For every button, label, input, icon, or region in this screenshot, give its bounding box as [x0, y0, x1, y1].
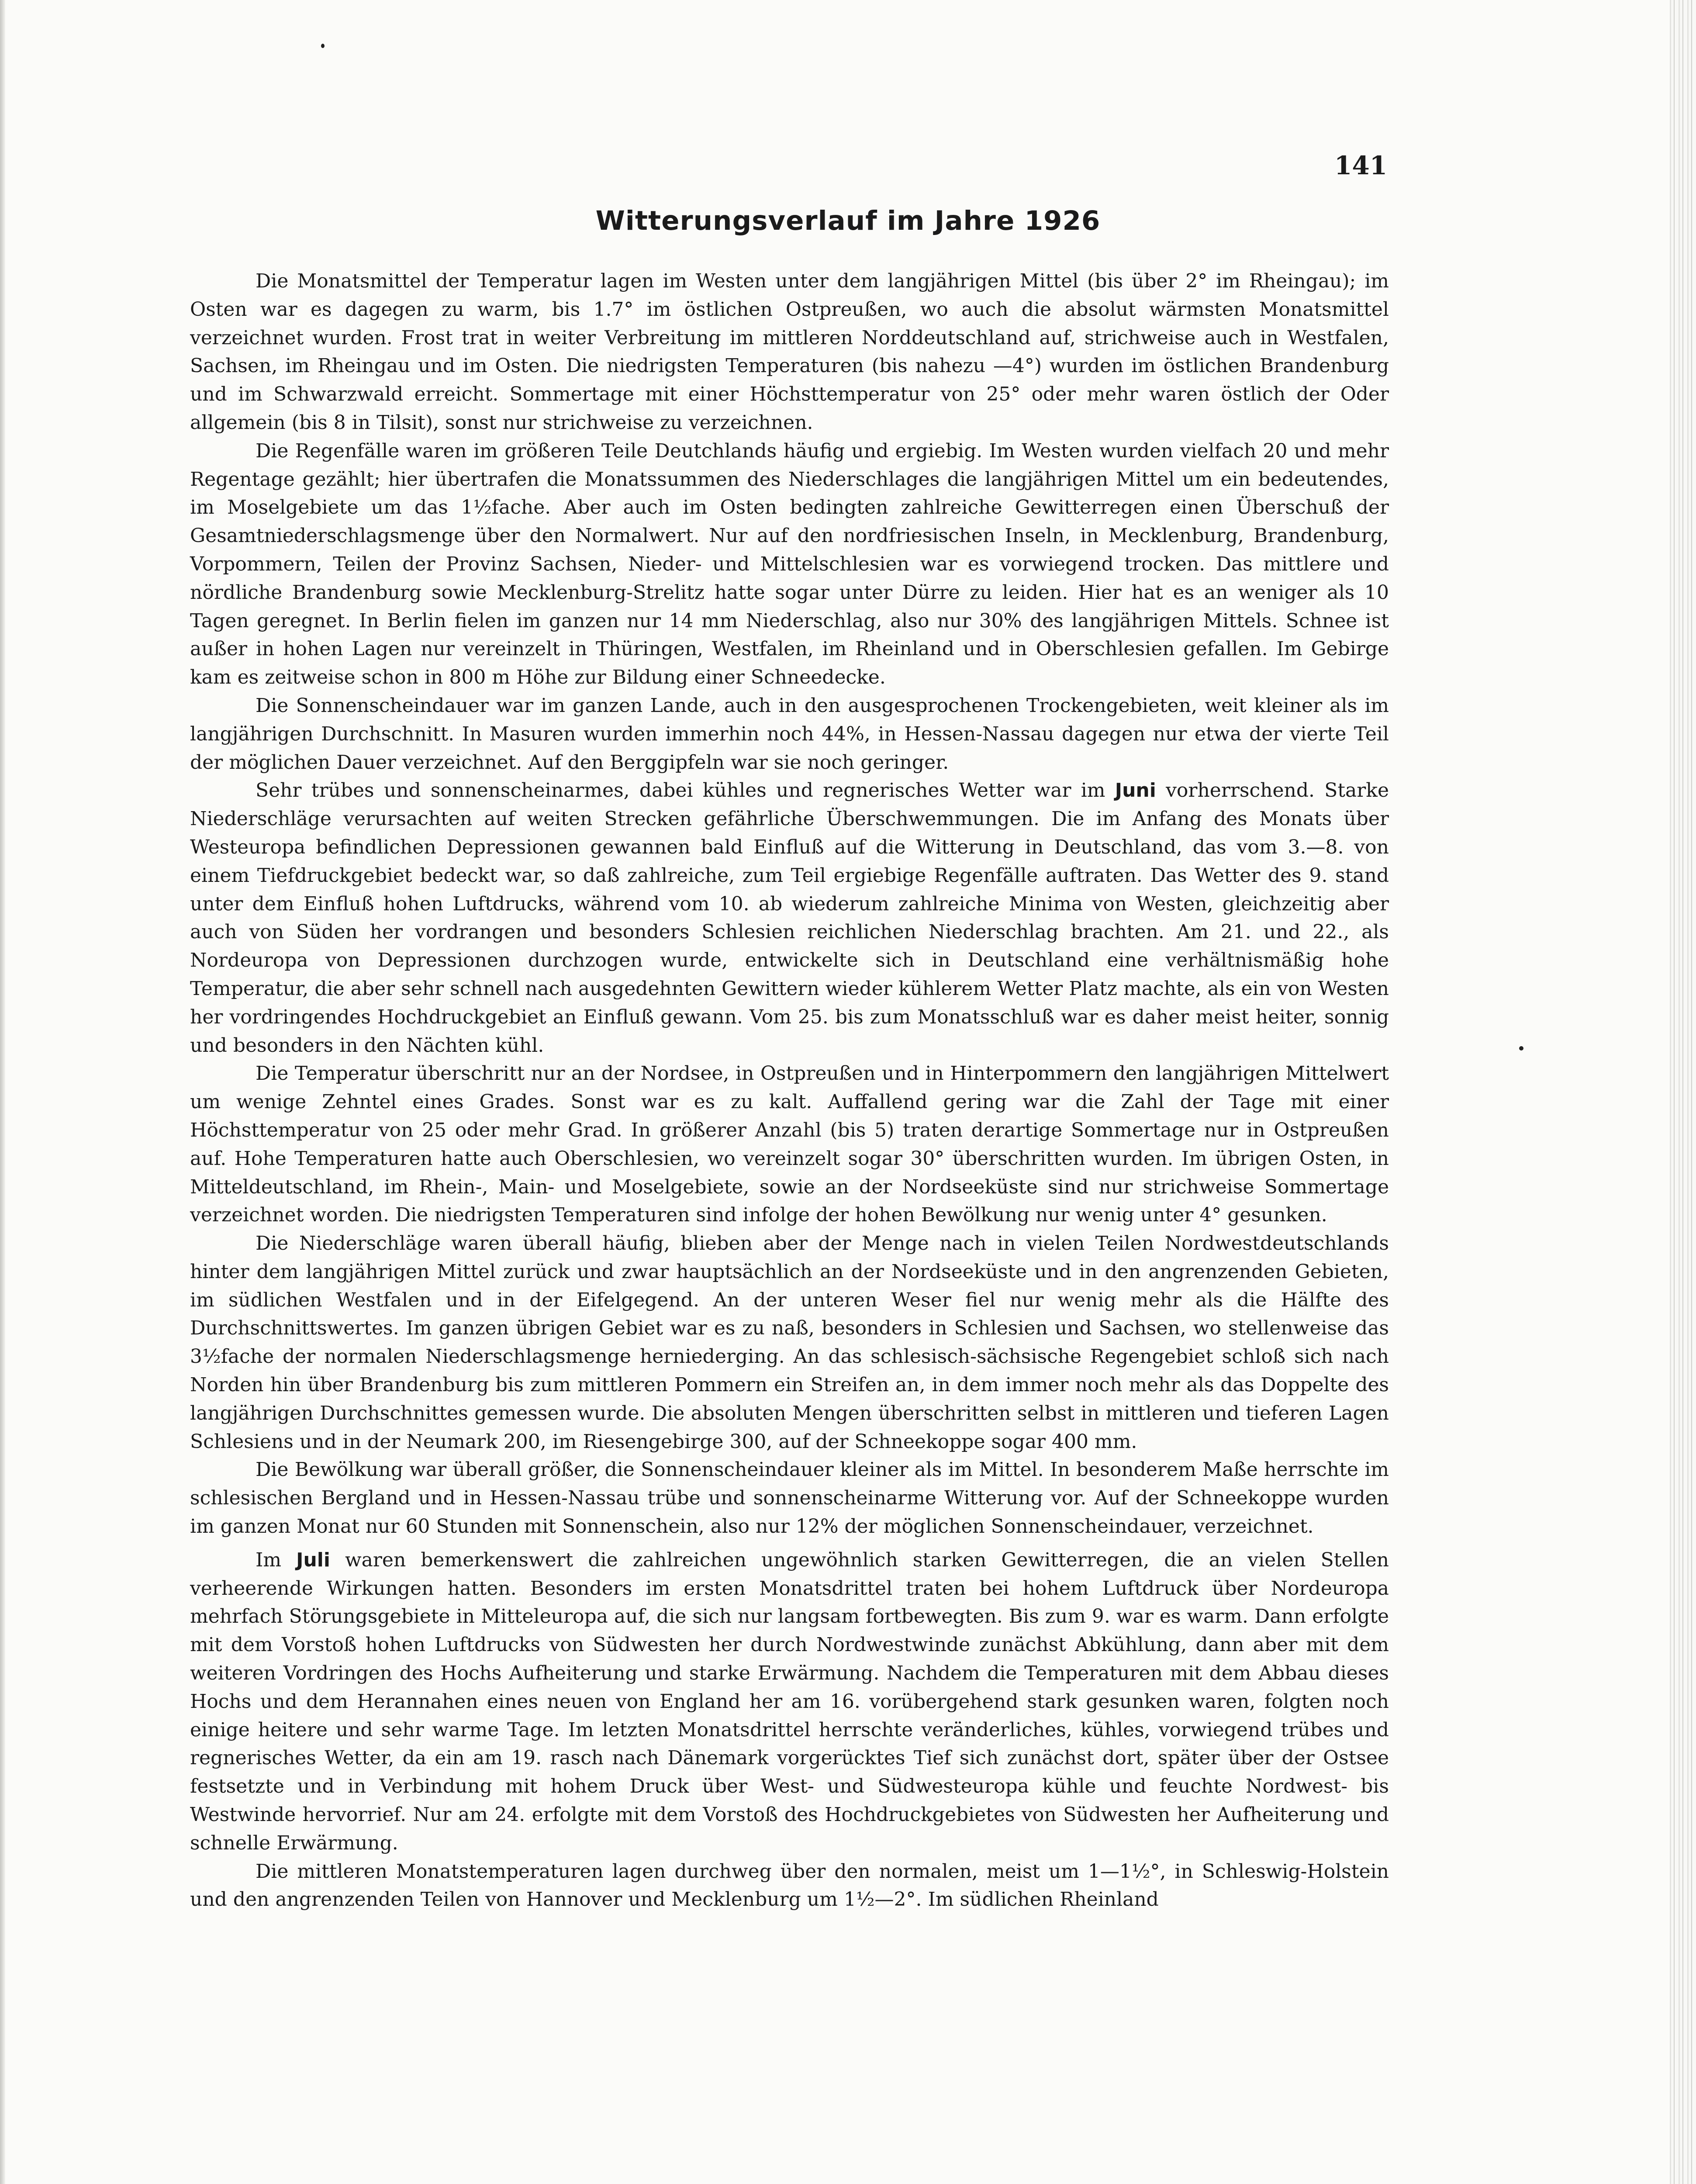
paragraph: Die Sonnenscheindauer war im ganzen Lande, auch in den ausgesprochenen Trockengebieten, weit kleiner als im langjährigen Durchschnitt. In Masuren wurden immerhin noch 44%, in Hessen-Nassau dagegen nur etwa der vierte Teil der möglichen Dauer verzeichnet. Auf den Berggipfeln war sie noch geringer.	[190, 694, 1389, 774]
paragraph: Die Niederschläge waren überall häufig, blieben aber der Menge nach in vielen Teilen Nordwestdeutschlands hinter dem langjährigen Mittel zurück und zwar hauptsächlich an der Nordseeküste und in den angrenzenden Gebieten, im südlichen Westfalen und in der Eifelgegend. An der unteren Weser fiel nur wenig mehr als die Hälfte des Durchschnittswertes. Im ganzen übrigen Gebiet war es zu naß, besonders in Schlesien und Sachsen, wo stellenweise das 3½fache der normalen Niederschlagsmenge herniederging. An das schlesisch-sächsische Regengebiet schloß sich nach Norden hin über Brandenburg bis zum mittleren Pommern ein Streifen an, in dem immer noch mehr als das Doppelte des langjährigen Durchschnittes gemessen wurde. Die absoluten Mengen überschritten selbst in mittleren und tieferen Lagen Schlesiens und in der Neumark 200, im Riesengebirge 300, auf der Schneekoppe sogar 400 mm.	[190, 1232, 1389, 1453]
scan-left-edge	[0, 0, 5, 2184]
page-number: 141	[1334, 151, 1388, 180]
month-heading-juli: Juli	[296, 1548, 330, 1571]
paragraph: Im Juli waren bemerkenswert die zahlreichen ungewöhnlich starken Gewitterregen, die an vielen Stellen verheerende Wirkungen hatten. Besonders im ersten Monatsdrittel traten bei hohem Luftdruck über Nordeuropa mehrfach Störungsgebiete in Mitteleuropa auf, die sich nur langsam fortbewegten. Bis zum 9. war es warm. Dann erfolgte mit dem Vorstoß hohen Luftdrucks von Südwesten her durch Nordwestwinde zunächst Abkühlung, dann aber mit dem weiteren Vordringen des Hochs Aufheiterung und starke Erwärmung. Nachdem die Temperaturen mit dem Abbau dieses Hochs und dem Herannahen eines neuen von England her am 16. vorübergehend stark gesunken waren, folgten noch einige heitere und sehr warme Tage. Im letzten Monatsdrittel herrschte veränderliches, kühles, vorwiegend trübes und regnerisches Wetter, da ein am 19. rasch nach Dänemark vorgerücktes Tief sich zunächst dort, später über der Ostsee festsetzte und in Verbindung mit hohem Druck über West- und Südwesteuropa kühle und feuchte Nordwest- bis Westwinde hervorrief. Nur am 24. erfolgte mit dem Vorstoß des Hochdruckgebietes von Südwesten her Aufheiterung und schnelle Erwärmung.	[190, 1548, 1389, 1854]
month-heading-juni: Juni	[1115, 779, 1156, 802]
scan-speck	[1519, 1046, 1523, 1051]
paragraph: Sehr trübes und sonnenscheinarmes, dabei kühles und regnerisches Wetter war im Juni vorherrschend. Starke Niederschläge verursachten auf weiten Strecken gefährliche Überschwemmungen. Die im Anfang des Monats über Westeuropa befindlichen Depressionen gewannen bald Einfluß auf die Witterung in Deutschland, das vom 3.—8. von einem Tiefdruckgebiet bedeckt war, so daß zahlreiche, zum Teil ergiebige Regenfälle auftraten. Das Wetter des 9. stand unter dem Einfluß hohen Luftdrucks, während vom 10. ab wiederum zahlreiche Minima von Westen, gleichzeitig aber auch von Süden her vordrangen und besonders Schlesien reichlichen Niederschlag brachten. Am 21. und 22., als Nordeuropa von Depressionen durchzogen wurde, entwickelte sich in Deutschland eine verhältnismäßig hohe Temperatur, die aber sehr schnell nach ausgedehnten Gewittern wieder kühlerem Wetter Platz machte, als ein von Westen her vordringendes Hochdruckgebiet an Einfluß gewann. Vom 25. bis zum Monatsschluß war es daher meist heiter, sonnig und besonders in den Nächten kühl.	[190, 779, 1389, 1057]
document-body	[190, 267, 1389, 1914]
scan-right-edge	[1670, 0, 1696, 2184]
page-title: Witterungsverlauf im Jahre 1926	[595, 205, 1101, 236]
scan-speck	[321, 44, 325, 48]
paragraph: Die Monatsmittel der Temperatur lagen im Westen unter dem langjährigen Mittel (bis über 2° im Rheingau); im Osten war es dagegen zu warm, bis 1.7° im östlichen Ostpreußen, wo auch die absolut wärmsten Monatsmittel verzeichnet wurden. Frost trat in weiter Verbreitung im mittleren Norddeutschland auf, strichweise auch in Westfalen, Sachsen, im Rheingau und im Osten. Die niedrigsten Temperaturen (bis nahezu —4°) wurden im östlichen Brandenburg und im Schwarzwald erreicht. Sommertage mit einer Höchsttemperatur von 25° oder mehr waren östlich der Oder allgemein (bis 8 in Tilsit), sonst nur strichweise zu verzeichnen.	[190, 270, 1389, 434]
paragraph: Die Bewölkung war überall größer, die Sonnenscheindauer kleiner als im Mittel. In besonderem Maße herrschte im schlesischen Bergland und in Hessen-Nassau trübe und sonnenscheinarme Witterung vor. Auf der Schneekoppe wurden im ganzen Monat nur 60 Stunden mit Sonnenschein, also nur 12% der möglichen Sonnenscheindauer, verzeichnet.	[190, 1458, 1389, 1538]
paragraph: Die mittleren Monatstemperaturen lagen durchweg über den normalen, meist um 1—1½°, in Schleswig-Holstein und den angrenzenden Teilen von Hannover und Mecklenburg um 1½—2°. Im südlichen Rheinland	[190, 1860, 1389, 1911]
paragraph: Die Temperatur überschritt nur an der Nordsee, in Ostpreußen und in Hinterpommern den langjährigen Mittelwert um wenige Zehntel eines Grades. Sonst war es zu kalt. Auffallend gering war die Zahl der Tage mit einer Höchsttemperatur von 25 oder mehr Grad. In größerer Anzahl (bis 5) traten derartige Sommertage nur in Ostpreußen auf. Hohe Temperaturen hatte auch Oberschlesien, wo vereinzelt sogar 30° überschritten wurden. Im übrigen Osten, in Mitteldeutschland, im Rhein-, Main- und Moselgebiete, sowie an der Nordseeküste sind nur strichweise Sommertage verzeichnet worden. Die niedrigsten Temperaturen sind infolge der hohen Bewölkung nur wenig unter 4° gesunken.	[190, 1062, 1389, 1227]
paragraph: Die Regenfälle waren im größeren Teile Deutchlands häufig und ergiebig. Im Westen wurden vielfach 20 und mehr Regentage gezählt; hier übertrafen die Monatssummen des Niederschlages die langjährigen Mittel um ein bedeutendes, im Moselgebiete um das 1½fache. Aber auch im Osten bedingten zahlreiche Gewitterregen einen Überschuß der Gesamtniederschlagsmenge über den Normalwert. Nur auf den nordfriesischen Inseln, in Mecklenburg, Brandenburg, Vorpommern, Teilen der Provinz Sachsen, Nieder- und Mittelschlesien war es vorwiegend trocken. Das mittlere und nördliche Brandenburg sowie Mecklenburg-Strelitz hatte sogar unter Dürre zu leiden. Hier hat es an weniger als 10 Tagen geregnet. In Berlin fielen im ganzen nur 14 mm Niederschlag, also nur 30% des langjährigen Mittels. Schnee ist außer in hohen Lagen nur vereinzelt in Thüringen, Westfalen, im Rheinland und in Oberschlesien gefallen. Im Gebirge kam es zeitweise schon in 800 m Höhe zur Bildung einer Schneedecke.	[190, 439, 1389, 689]
